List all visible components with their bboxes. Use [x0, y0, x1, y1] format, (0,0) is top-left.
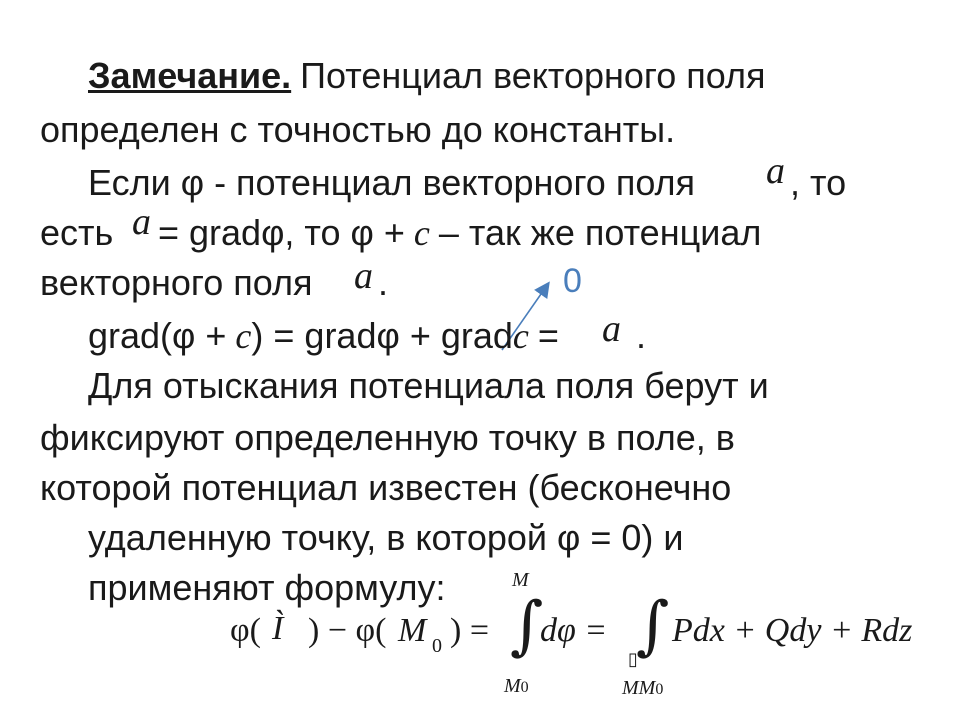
- formula-M-subscript: 0: [432, 635, 442, 657]
- zero-annotation: 0: [563, 262, 582, 300]
- constant-c: c: [512, 316, 529, 356]
- remark-text-1: Потенциал векторного поля: [300, 55, 766, 96]
- remark-text-6e: =: [537, 315, 559, 356]
- lower-limit-2-MM: MM: [622, 677, 656, 699]
- remark-heading: Замечание.: [88, 55, 292, 96]
- remark-line-6: [88, 315, 559, 356]
- vector-a-symbol: a: [766, 150, 785, 192]
- vector-a-symbol: a: [132, 201, 151, 243]
- integral-upper-limit: M: [512, 569, 529, 591]
- remark-text-4d: – так же потенциал: [438, 212, 762, 253]
- vector-a-symbol: a: [602, 308, 621, 350]
- remark-text-6c: ) = gradφ + grad: [251, 315, 513, 356]
- formula-integrand: Pdx + Qdy + Rdz: [672, 612, 913, 649]
- lower-limit-1-M: M: [504, 675, 521, 697]
- constant-c: c: [235, 316, 252, 356]
- lower-limit-2-sub: 0: [655, 681, 664, 698]
- remark-line-5b: .: [378, 262, 389, 303]
- formula-m-glyph: Ì: [272, 610, 284, 647]
- integral-sign-1: ∫: [510, 589, 544, 663]
- integral-lower-limit-2: [622, 678, 663, 698]
- remark-line-6f: .: [636, 315, 647, 356]
- formula-M: M: [398, 612, 427, 649]
- remark-line-5a: векторного поля: [40, 262, 313, 303]
- integral-lower-limit-1: [504, 676, 529, 696]
- formula-close-eq: ) =: [450, 612, 489, 649]
- integral-sign-2: ∫: [636, 589, 670, 663]
- remark-line-2: определен с точностью до константы.: [40, 109, 676, 150]
- formula-dphi: dφ =: [540, 612, 608, 649]
- formula-phi-open: φ(: [230, 612, 261, 649]
- vector-a-symbol: a: [354, 255, 373, 297]
- constant-c: c: [413, 213, 430, 253]
- lower-limit-1-sub: 0: [520, 679, 529, 696]
- remark-line-4a: есть: [40, 212, 114, 253]
- box-glyph: ▯: [628, 649, 638, 669]
- method-line-1: Для отыскания потенциала поля берут и: [88, 365, 769, 406]
- remark-line-3a: Если φ - потенциал векторного поля: [88, 162, 696, 203]
- method-line-4: удаленную точку, в которой φ = 0) и: [88, 517, 684, 558]
- method-line-2: фиксируют определенную точку в поле, в: [40, 417, 735, 458]
- remark-text-6a: grad(φ +: [88, 315, 227, 356]
- remark-text-4b: = gradφ, то φ +: [158, 212, 405, 253]
- method-line-5: применяют формулу:: [88, 567, 446, 608]
- method-line-3: которой потенциал известен (бесконечно: [40, 467, 732, 508]
- formula-close-minus-phi: ) − φ(: [308, 612, 387, 649]
- remark-line-3b: , то: [790, 162, 847, 203]
